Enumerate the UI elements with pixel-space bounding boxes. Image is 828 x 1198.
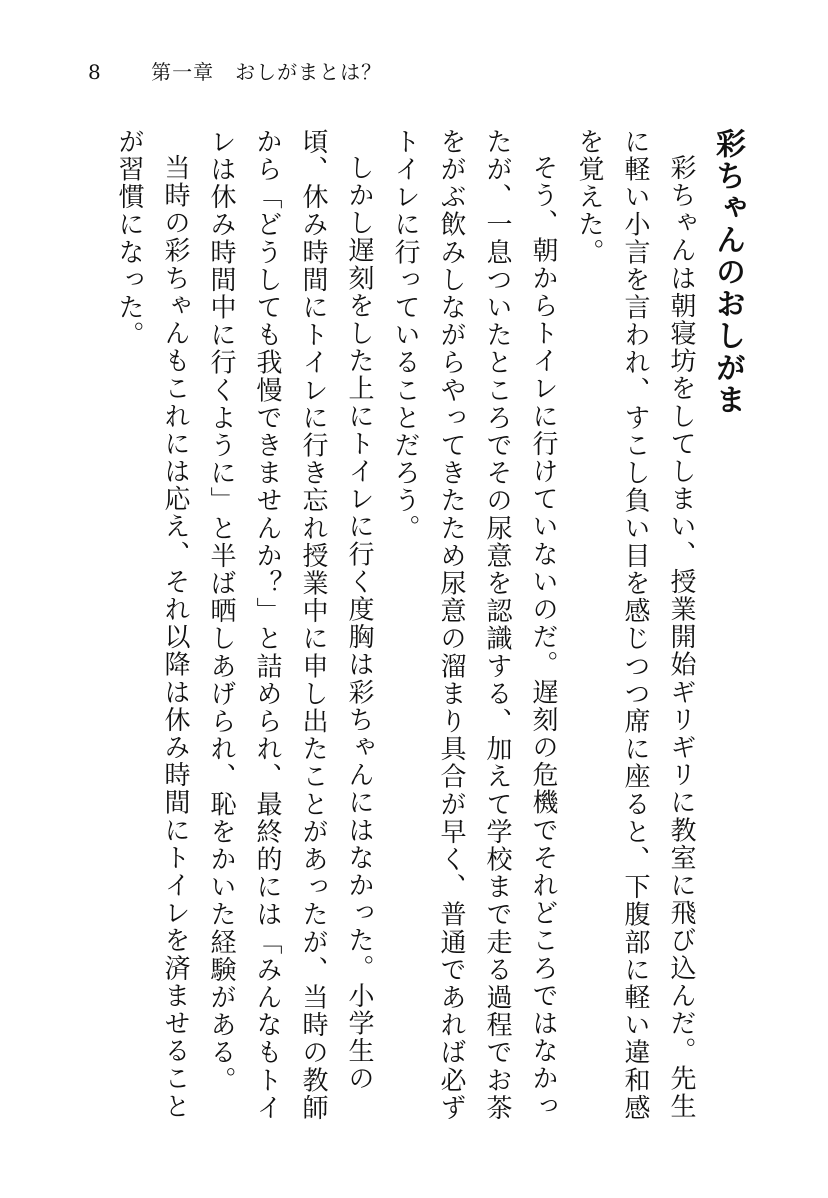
section-heading: 彩ちゃんのおしがま bbox=[710, 128, 745, 416]
paragraph-2: そう、朝からトイレに行けていないのだ。遅刻の危機でそれどころではなかったが、一息ついたところでその尿意を認識する、加えて学校まで走る過程でお茶をがぶ飲みしながらやってきたため尿意の溜まり具合が早く、普通であれば必ずトイレに行っていることだろう。 bbox=[390, 128, 558, 1122]
paragraph-4: 当時の彩ちゃんもこれには応え、それ以降は休み時間にトイレを済ませることが習慣になった。 bbox=[114, 128, 190, 1120]
chapter-title: 第一章 おしがまとは？ bbox=[151, 60, 383, 84]
paragraph-3: しかし遅刻をした上にトイレに行く度胸は彩ちゃんにはなかった。小学生の頃、休み時間にトイレに行き忘れ授業中に申し出たことがあったが、当時の教師から「どうしても我慢できませんか？」と詰められ、最終的には「みんなもトイレは休み時間中に行くように」と半ば晒しあげられ、恥をかいた経験がある。 bbox=[206, 128, 374, 1122]
page-number: 8 bbox=[88, 60, 102, 84]
running-head bbox=[88, 62, 382, 82]
paragraph-1: 彩ちゃんは朝寝坊をしてしまい、授業開始ギリギリに教室に飛び込んだ。先生に軽い小言を言われ、すこし負い目を感じつつ席に座ると、下腹部に軽い違和感を覚えた。 bbox=[574, 128, 696, 1122]
vertical-body-text bbox=[106, 128, 750, 1138]
